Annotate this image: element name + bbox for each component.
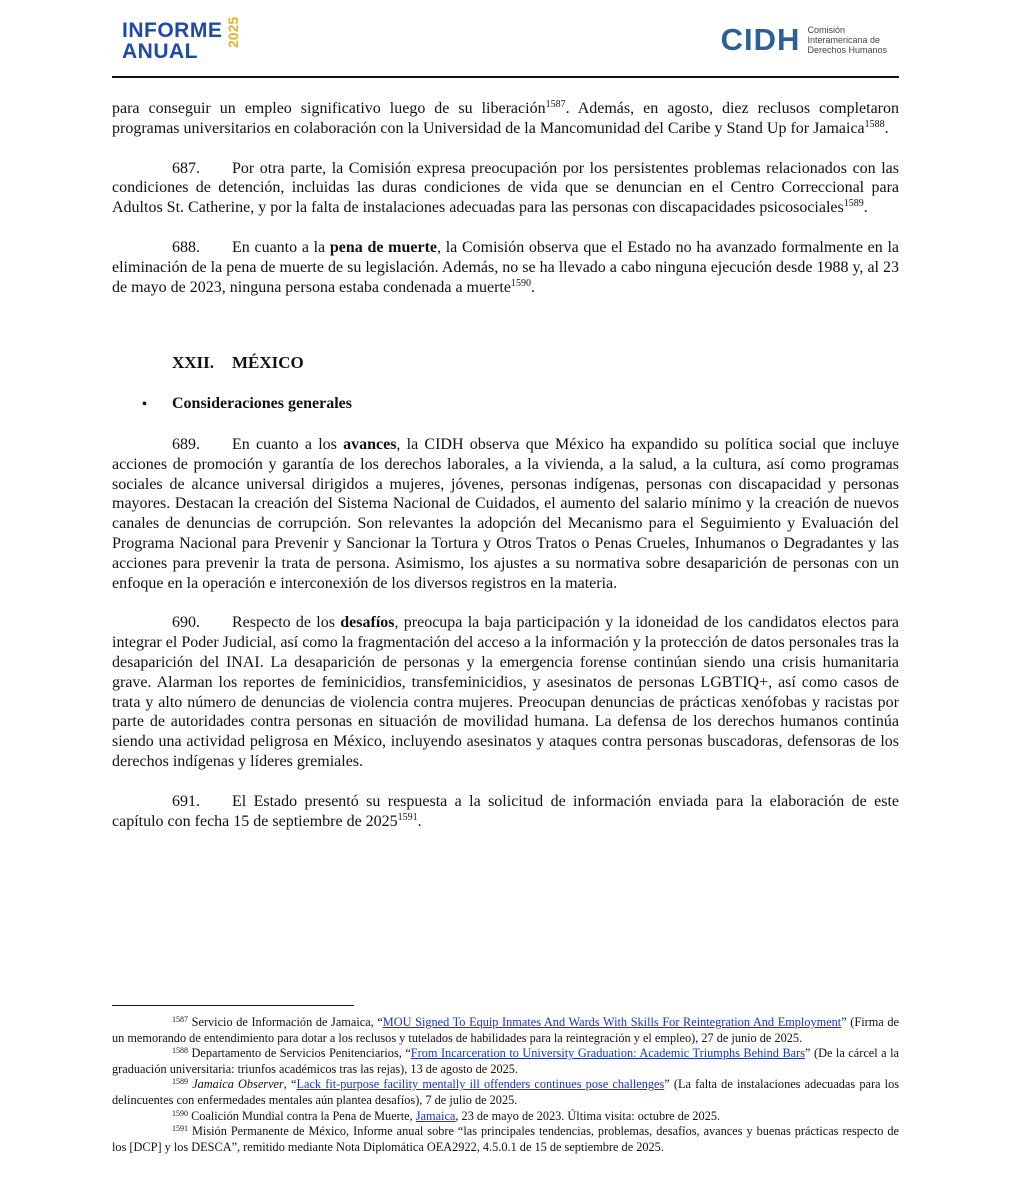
- logo-year: 2025: [225, 16, 242, 48]
- footnote-1587: $^{1587}$ Servicio de Información de Jamaica, “MOU Signed To Equip Inmates And Wards With Skills For Reintegration And Employment” (Firma de un memorando de entendimiento para dotar a los reclusos y tutelados de habilidades para la reintegración y el empleo), 27 de junio de 2025.: [112, 1015, 899, 1045]
- footnote-link[interactable]: From Incarceration to University Graduation: Academic Triumphs Behind Bars: [410, 1046, 805, 1061]
- logo-line1: INFORME: [122, 19, 223, 42]
- bullet-icon: •: [142, 397, 147, 413]
- footnote-link[interactable]: Jamaica: [415, 1108, 456, 1123]
- footnote-ref[interactable]: 1587: [545, 99, 566, 110]
- footnote-ref[interactable]: 1588: [864, 118, 885, 130]
- cidh-org-name: Comisión Interamericana de Derechos Humanos: [807, 25, 887, 55]
- footnote-1591: $^{1591}$ Misión Permanente de México, Informe anual sobre “las principales tendencias, problemas, desafíos, avances y buenas prácticas respecto de los [DCP] y los DESCA”, remitido mediante Nota Diplomática OEA2922, 4.5.0.1 de 15 de septiembre de 2025.: [112, 1124, 900, 1154]
- footnote-link[interactable]: MOU Signed To Equip Inmates And Wards With Skills For Reintegration And Employment: [382, 1015, 842, 1029]
- footnote-separator: [112, 1005, 354, 1006]
- paragraph-number: 687.: [172, 159, 200, 177]
- paragraph-690: 690. Respecto de los desafíos, preocupa la baja participación y la idoneidad de los candidatos electos para integrar el Poder Judicial, así como la fragmentación del acceso a la información y la protección de datos personales tras la desaparición del INAI. La desaparición de personas y la emergencia forense continúan siendo una crisis humanitaria grave. Alarman los reportes de feminicidios, transfeminicidios, y asesinatos de personas LGBTIQ+, así como casos de trata y alto número de denuncias de violencia contra mujeres. Preocupan denuncias de prácticas xenófobas y racistas por parte de autoridades contra personas en situación de movilidad humana. La defensa de los derechos humanos continúa siendo una actividad peligrosa en México, incluyendo asesinatos y ataques contra personas buscadoras, defensoras de los derechos indígenas y líderes gremiales.: [112, 614, 899, 770]
- footnotes: [112, 1015, 899, 1155]
- footnote-1590: $^{1590}$ Coalición Mundial contra la Pena de Muerte, Jamaica, 23 de mayo de 2023. Última visita: octubre de 2025.: [172, 1108, 721, 1123]
- paragraph-691: 691. El Estado presentó su respuesta a la solicitud de información enviada para la elaboración de este capítulo con fecha 15 de septiembre de $2025^{1591}$.: [112, 792, 899, 830]
- footnote-1588: $^{1588}$ Departamento de Servicios Penitenciarios, “From Incarceration to University Graduation: Academic Triumphs Behind Bars” (De la cárcel a la graduación universitaria: triunfos académicos tras las rejas), 13 de agosto de 2025.: [112, 1046, 900, 1076]
- page-header: [112, 0, 899, 78]
- paragraph-number: 689.: [172, 435, 200, 453]
- page-body: [112, 99, 899, 831]
- section-heading: XXII. MÉXICO: [172, 353, 304, 373]
- paragraph-number: 688.: [172, 238, 200, 256]
- paragraph-688: 688. En cuanto a la pena de muerte, la Comisión observa que el Estado no ha avanzado formalmente en la eliminación de la pena de muerte de su legislación. Además, no se ha llevado a cabo ninguna ejecución desde 1988 y, al 23 de mayo de 2023, ninguna persona estaba condenada a muerte$^{1590}$.: [112, 238, 899, 296]
- cidh-acronym: CIDH: [720, 22, 801, 57]
- footnote-ref[interactable]: 1589: [843, 198, 864, 210]
- logo-line2: ANUAL: [122, 40, 198, 63]
- paragraph-continuation: para conseguir un empleo significativo luego de su liberación$^{1587}$. Además, en agosto, diez reclusos completaron programas universitarios en colaboración con la Universidad de la Mancomunidad del Caribe y Stand Up for Jamaica$^{1588}$.: [112, 99, 900, 137]
- paragraph-number: 690.: [172, 614, 200, 632]
- paragraph-number: 691.: [172, 792, 200, 810]
- paragraph-689: 689. En cuanto a los avances, la CIDH observa que México ha expandido su política social que incluye acciones de promoción y garantía de los derechos laborales, a la vivienda, a la salud, a la cultura, así como programas sociales de alcance universal dirigidos a mujeres, jóvenes, personas indígenas, personas con discapacidad y personas mayores. Destacan la creación del Sistema Nacional de Cuidados, el aumento del salario mínimo y la creación de nuevos canales de denuncias de corrupción. Son relevantes la adopción del Mecanismo para el Seguimiento y Evaluación del Programa Nacional para Prevenir y Sancionar la Tortura y Otros Tratos o Penas Crueles, Inhumanos o Degradantes y las acciones para prevenir la trata de persona. Asimismo, los ajustes a su normativa sobre desaparición de personas con un enfoque en la operación e interconexión de los diversos registros en la materia.: [112, 435, 899, 592]
- paragraph-687: 687. Por otra parte, la Comisión expresa preocupación por los persistentes problemas relacionados con las condiciones de detención, incluidas las duras condiciones de vida que se denuncian en el Centro Correccional para Adultos St. Catherine, y por la falta de instalaciones adecuadas para las personas con discapacidades psicosociales$^{1589}$.: [112, 159, 899, 217]
- footnote-ref[interactable]: 1590: [510, 277, 531, 289]
- footnote-ref[interactable]: 1591: [397, 811, 418, 823]
- footnote-link[interactable]: Lack fit-purpose facility mentally ill offenders continues pose challenges: [296, 1077, 665, 1092]
- informe-anual-logo: [122, 16, 242, 63]
- subsection-bullet: • Consideraciones generales: [142, 394, 899, 415]
- footnote-1589: $^{1589}$ Jamaica Observer, “Lack fit-purpose facility mentally ill offenders continues pose challenges” (La falta de instalaciones adecuadas para los delincuentes con enfermedades mentales aún plantea desafíos), 7 de julio de 2025.: [112, 1077, 900, 1107]
- cidh-logo: [721, 24, 887, 56]
